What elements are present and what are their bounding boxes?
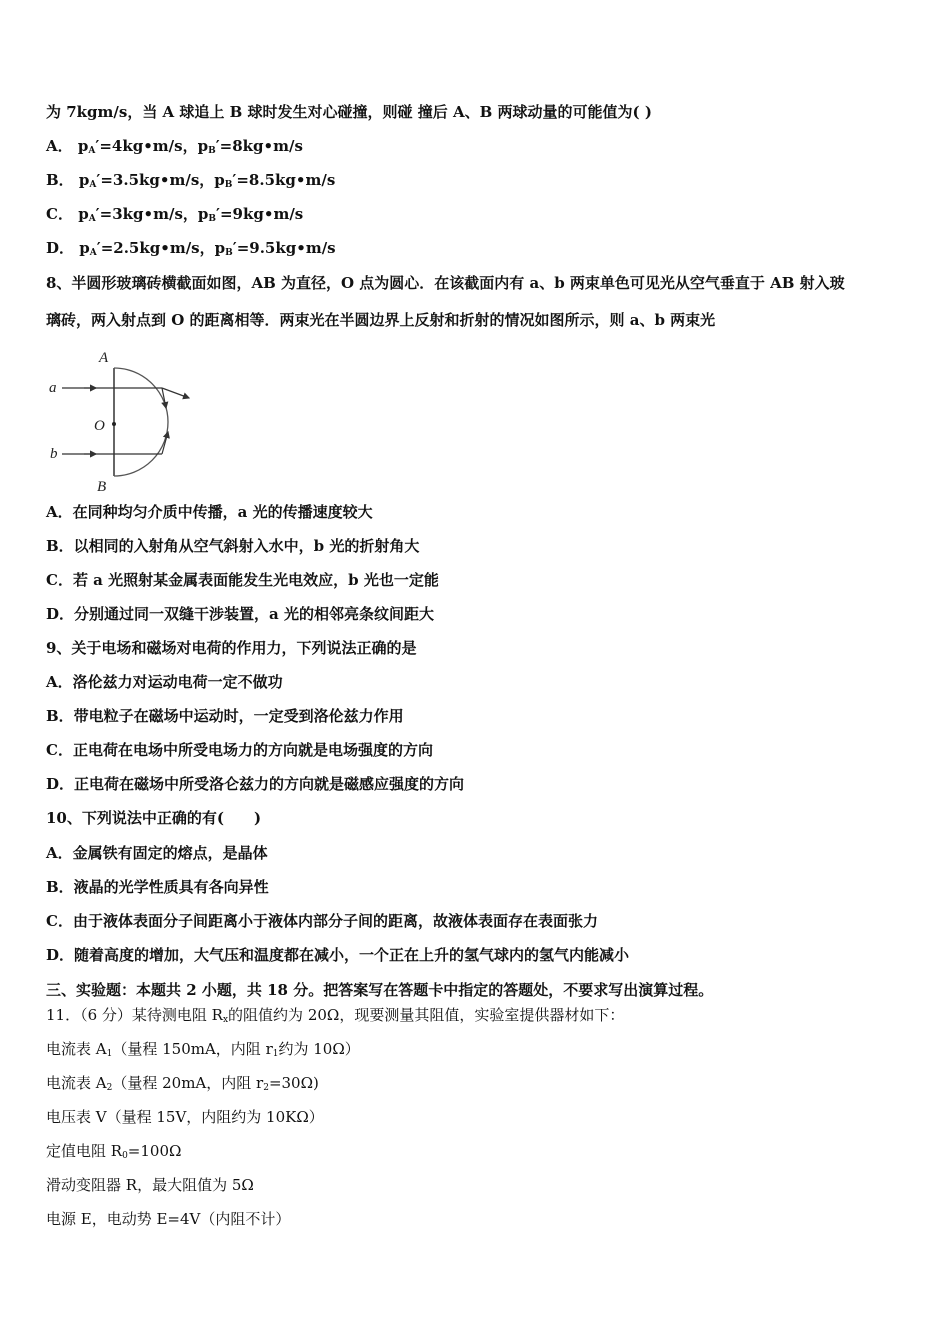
equip-voltmeter: 电压表 V（量程 15V，内阻约为 10KΩ）	[46, 1108, 324, 1126]
q8-stem-line1: 8、半圆形玻璃砖横截面如图，AB 为直径，O 点为圆心．在该截面内有 a、b 两束单色可见光从空气垂直于 AB 射入玻	[46, 274, 845, 292]
q7-stem-end: 为 7kgm/s，当 A 球追上 B 球时发生对心碰撞，则碰 撞后 A、B 两球动量的可能值为( )	[46, 103, 652, 121]
center-point	[112, 422, 116, 426]
q8-option-b[interactable]: B．以相同的入射角从空气斜射入水中，b 光的折射角大	[46, 537, 420, 555]
section3-heading: 三、实验题：本题共 2 小题，共 18 分。把答案写在答题卡中指定的答题处，不要求写出演算过程。	[46, 981, 714, 999]
q7-option-b[interactable]: B． $p_A'=3.5kg•m/s$，$p_B'=8.5kg•m/s$	[46, 171, 336, 190]
q7-option-a[interactable]: A． $p_A'=4kg•m/s$，$p_B'=8kg•m/s$	[46, 137, 303, 156]
q10-option-b[interactable]: B．液晶的光学性质具有各向异性	[46, 878, 269, 896]
q10-option-c[interactable]: C．由于液体表面分子间距离小于液体内部分子间的距离，故液体表面存在表面张力	[46, 912, 598, 930]
q8-option-a[interactable]: A．在同种均匀介质中传播，a 光的传播速度较大	[46, 503, 373, 521]
q9-option-b[interactable]: B．带电粒子在磁场中运动时，一定受到洛伦兹力作用	[46, 707, 404, 725]
q9-stem: 9、关于电场和磁场对电荷的作用力，下列说法正确的是	[46, 639, 417, 657]
q9-option-a[interactable]: A．洛伦兹力对运动电荷一定不做功	[46, 673, 283, 691]
q9-option-d[interactable]: D．正电荷在磁场中所受洛仑兹力的方向就是磁感应强度的方向	[46, 775, 465, 793]
q9-option-c[interactable]: C．正电荷在电场中所受电场力的方向就是电场强度的方向	[46, 741, 433, 759]
q8-stem-line2: 璃砖，两入射点到 O 的距离相等．两束光在半圆边界上反射和折射的情况如图所示，则 a、b 两束光	[46, 311, 716, 329]
label-B: B	[97, 479, 107, 495]
q8-option-d[interactable]: D．分别通过同一双缝干涉装置，a 光的相邻亮条纹间距大	[46, 605, 434, 623]
q11-stem: 11．（6 分）某待测电阻 $R_x$的阻值约为 20Ω，现要测量其阻值，实验室提供器材如下：	[46, 1006, 625, 1025]
label-A: A	[99, 350, 109, 366]
label-a: a	[49, 380, 57, 396]
equip-power-source: 电源 E，电动势 E=4V（内阻不计）	[46, 1210, 291, 1228]
q10-stem: 10、下列说法中正确的有( )	[46, 809, 262, 827]
equip-rheostat: 滑动变阻器 R，最大阻值为 5Ω	[46, 1176, 254, 1194]
label-O: O	[94, 418, 105, 434]
q10-option-a[interactable]: A．金属铁有固定的熔点，是晶体	[46, 844, 268, 862]
equip-fixed-resistor: 定值电阻 $R_0=100\Omega$	[46, 1142, 182, 1161]
equip-ammeter-a2: 电流表 $A_2$（量程 20mA，内阻 $r_2=30\Omega$)	[46, 1074, 319, 1093]
q8-option-c[interactable]: C．若 a 光照射某金属表面能发生光电效应，b 光也一定能	[46, 571, 439, 589]
label-b: b	[50, 446, 58, 462]
semicircle-glass-figure	[44, 346, 204, 496]
ray-a-refracted	[162, 388, 189, 398]
q7-option-c[interactable]: C． $p_A'=3kg•m/s$，$p_B'=9kg•m/s$	[46, 205, 304, 224]
q10-option-d[interactable]: D．随着高度的增加，大气压和温度都在减小，一个正在上升的氢气球内的氢气内能减小	[46, 946, 630, 964]
equip-ammeter-a1: 电流表 $A_1$（量程 150mA，内阻 $r_1$约为 10Ω）	[46, 1040, 360, 1059]
semicircle-boundary	[114, 368, 168, 476]
ray-b-reflected	[162, 432, 168, 454]
q7-option-d[interactable]: D． $p_A'=2.5kg•m/s$，$p_B'=9.5kg•m/s$	[46, 239, 336, 258]
